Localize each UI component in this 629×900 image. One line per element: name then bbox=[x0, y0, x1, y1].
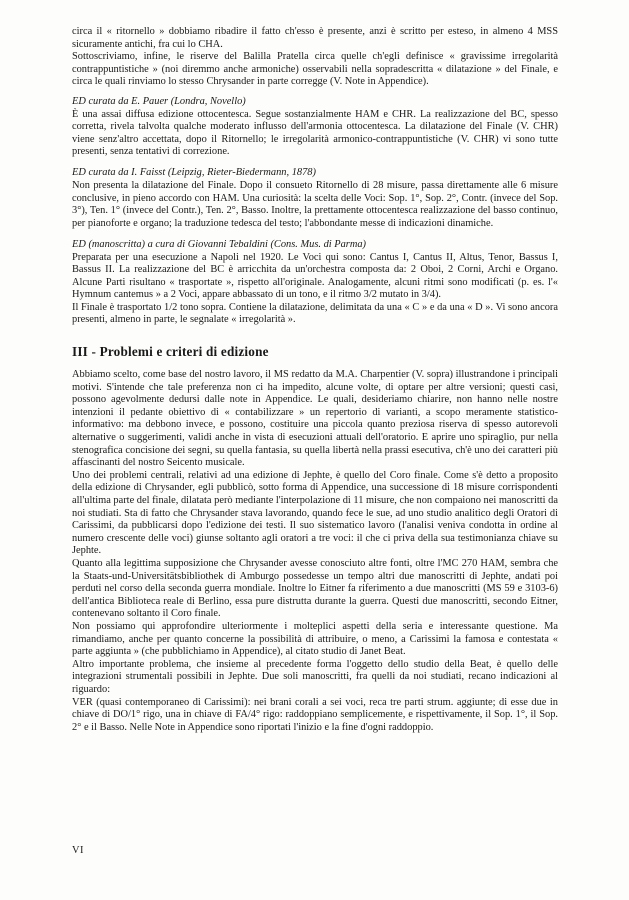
section-faisst-paragraph-1: Non presenta la dilatazione del Finale. Dopo il consueto Ritornello di 28 misure, passa direttamente alle 6 misure conclusive, in pieno accordo con HAM. Una curiosità: la scelta delle Voci: Sop. 1°, Sop. 2°, Contr. (invece del Sop. 3°), Ten. 1° (invece del Contr.), Ten. 2°, Basso. Inoltre, la prettamente ottocentesca realizzazione del basso continuo, per pianoforte e organo; la traduzione tedesca del testo; l'abbondante messe di indicazioni dinamiche. bbox=[72, 180, 558, 229]
spacer bbox=[72, 89, 558, 96]
section-pauer-paragraph-1: È una assai diffusa edizione ottocentesca. Segue sostanzialmente HAM e CHR. La realizzazione del BC, spesso corretta, rivela talvolta qualche moderato influsso dell'armonia ottocentesca. La dilatazione del Finale (V. CHR) viene senz'altro accettata, dopo il Ritornello; le irregolarità armonico-contrappuntistiche (V. CHR) vi sono tutte presenti, senza tentativi di correzione. bbox=[72, 108, 558, 158]
chapter-paragraph-4: Non possiamo qui approfondire ulteriormente i molteplici aspetti della seria e interessante questione. Ma rimandiamo, anche per quanto concerne la possibilità di attribuire, o meno, a Carissimi la famosa e contestata « parte aggiunta » (che pubblichiamo in Appendice), al citato studio di Janet Beat. bbox=[72, 620, 558, 658]
section-pauer bbox=[72, 96, 558, 159]
chapter-paragraph-3: Quanto alla legittima supposizione che Chrysander avesse conosciuto altre fonti, oltre l'MC 270 HAM, sembra che la Staats-und-Universitätsbibliothek di Amburgo possedesse un tempo altri due manoscritti di Jephte, andati poi perduti nel corso della seconda guerra mondiale. Inoltre lo Eitner fa riferimento a due manoscritti (MS 59 e 3103-6) dell'antica Biblioteca reale di Berlino, essa pure distrutta durante la guerra. Questi due manoscritti, secondo Eitner, contenevano soltanto il Coro finale. bbox=[72, 557, 558, 620]
chapter-paragraph-5: Altro importante problema, che insieme al precedente forma l'oggetto dello studio della Beat, è quello delle integrazioni strumentali possibili in Jephte. Due soli manoscritti, fra quelli da noi studiati, recano indicazioni al riguardo: bbox=[72, 658, 558, 695]
section-faisst bbox=[72, 167, 558, 230]
intro-paragraph-1: circa il « ritornello » dobbiamo ribadire il fatto ch'esso è presente, anzi è scritto per esteso, in almeno 4 MSS sicuramente antichi, fra cui lo CHA. bbox=[72, 26, 558, 50]
chapter-paragraph-6: VER (quasi contemporaneo di Carissimi): nei brani corali a sei voci, reca tre parti strum. aggiunte; di esse due in chiave di DO/1° rigo, una in chiave di FA/4° rigo: raddoppiano semplicemente, e rispettivamente, il Sop. 1°, il Sop. 2° e il Basso. Nelle Note in Appendice sono riportati l'inizio e la fine d'ogni raddoppio. bbox=[72, 696, 558, 733]
chapter-paragraph-2: Uno dei problemi centrali, relativi ad una edizione di Jephte, è quello del Coro finale. Come s'è detto a proposito della edizione di Chrysander, egli pubblicò, sotto forma di Appendice, una successione di 18 misure corrispondenti all'ultima parte del finale, dilatata però mediante l'interpolazione di 11 misure, che non compaiono nei manoscritti da noi studiati. Sta di fatto che Chrysander stava lavorando, quando fece le sue, ad uno studio analitico degli Oratori di Carissimi, da pubblicarsi dopo l'edizione dei testi. Il suo sistematico lavoro (l'analisi veniva condotta in ordine al numero crescente delle voci) giunse soltanto agli oratori a tre voci: il che ci priva della sua testimonianza chiave su Jephte. bbox=[72, 469, 558, 557]
intro-paragraph-2: Sottoscriviamo, infine, le riserve del Balilla Pratella circa quelle ch'egli definisce « gravissime irregolarità contrappuntistiche » (noi diremmo anche armoniche) osservabili nella sopradescritta « dilatazione » del Finale, e circa le quali rinviamo lo stesso Chrysander in parte corregge (V. Note in Appendice). bbox=[72, 51, 558, 88]
chapter-paragraph-1: Abbiamo scelto, come base del nostro lavoro, il MS redatto da M.A. Charpentier (V. sopra) illustrandone i principali motivi. S'intende che tale preferenza non ci ha impedito, alcune volte, di optare per altre versioni; questi casi, possono agevolmente dedursi dalle note in Appendice. Le quali, desideriamo chiarire, non hanno nelle nostre intenzioni il pedante obiettivo di « contabilizzare » un repertorio di varianti, a scopo meramente statistico-informativo: ma debbono invece, e possono, costituire una piccola quanto preziosa riserva di spesso autorevoli alternative o suggerimenti, validi anche in vista di esecuzioni attuali dell'oratorio. E aprire uno spiraglio, pur nella stenografica concisione dei segni, su quella fantasia, su quella libertà nella prassi esecutiva, ch'è uno dei caratteri più affascinanti del nostro Seicento musicale. bbox=[72, 369, 558, 469]
section-tebaldini-paragraph-2: Il Finale è trasportato 1/2 tono sopra. Contiene la dilatazione, delimitata da una « C » e da una « D ». Vi sono ancora presenti, almeno in parte, le segnalate « irregolarità ». bbox=[72, 301, 558, 326]
section-heading-pauer: ED curata da E. Pauer (Londra, Novello) bbox=[72, 95, 246, 107]
section-heading-tebaldini: ED (manoscritta) a cura di Giovanni Tebaldini (Cons. Mus. di Parma) bbox=[72, 238, 367, 250]
section-heading-faisst: ED curata da I. Faisst (Leipzig, Rieter-Biedermann, 1878) bbox=[72, 167, 316, 179]
page-content bbox=[72, 26, 558, 734]
section-tebaldini-paragraph-1: Preparata per una esecuzione a Napoli nel 1920. Le Voci qui sono: Cantus I, Cantus II, Altus, Tenor, Bassus I, Bassus II. La realizzazione del BC è arricchita da un'orchestra composta da: 2 Oboi, 2 Corni, Archi e Organo. Alcune Parti risultano « trasportate », rispetto all'originale. Analogamente, alcuni ritmi sono modificati (p. es. l'« Hymnum cantemus » a 2 Voci, appare abbassato di un tono, e il ritmo 3/2 mutato in 3/4). bbox=[72, 251, 558, 301]
intro-block bbox=[72, 26, 558, 89]
section-tebaldini bbox=[72, 239, 558, 327]
chapter-title: III - Problemi e criteri di edizione bbox=[72, 344, 269, 360]
page-folio: VI bbox=[72, 845, 84, 856]
chapter-body bbox=[72, 369, 558, 734]
